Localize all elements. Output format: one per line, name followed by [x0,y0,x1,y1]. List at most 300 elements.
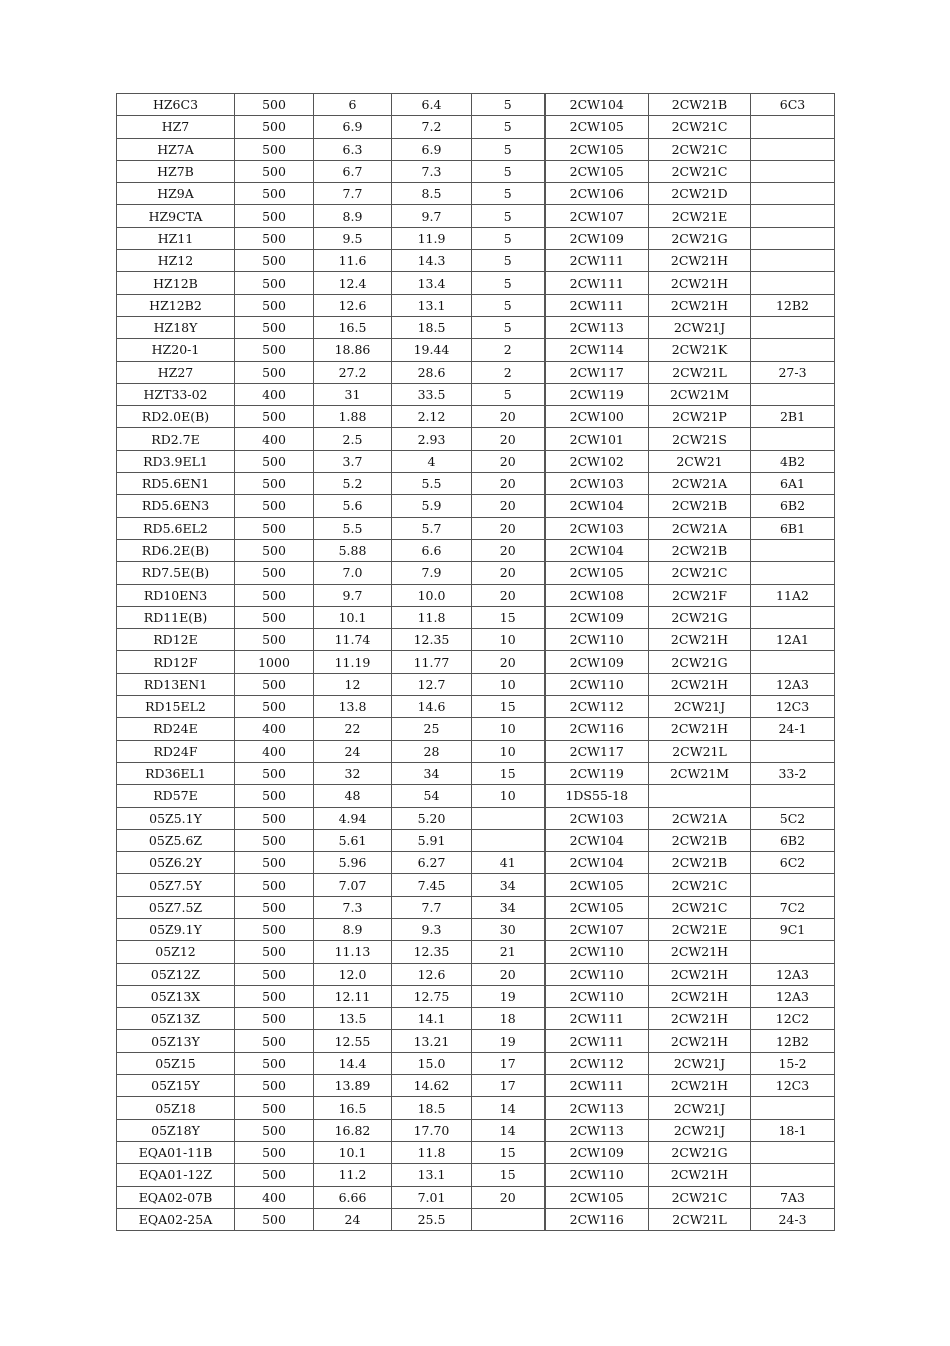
current-ma-cell: 5 [472,205,545,227]
equiv-2cw21-cell: 2CW21L [649,1208,751,1230]
vz-max-cell: 8.5 [392,183,472,205]
code-cell: 2B1 [751,406,835,428]
code-cell [751,874,835,896]
table-row [117,406,835,428]
vz-max-cell: 12.7 [392,673,472,695]
code-cell [751,205,835,227]
code-cell: 12A3 [751,985,835,1007]
vz-max-cell: 13.1 [392,294,472,316]
equiv-2cw21-cell: 2CW21B [649,829,751,851]
equiv-2cw21-cell: 2CW21B [649,539,751,561]
model-cell: RD15EL2 [117,696,235,718]
vz-max-cell: 11.9 [392,227,472,249]
model-cell: 05Z6.2Y [117,852,235,874]
table-row [117,1164,835,1186]
table-row [117,629,835,651]
model-cell: 05Z5.1Y [117,807,235,829]
code-cell: 6B1 [751,517,835,539]
vz-min-cell: 11.74 [314,629,392,651]
table-row [117,473,835,495]
equiv-2cw-cell: 2CW109 [545,227,649,249]
equiv-2cw21-cell: 2CW21J [649,696,751,718]
power-mw-cell: 500 [235,1030,314,1052]
vz-min-cell: 11.6 [314,250,392,272]
code-cell: 6B2 [751,495,835,517]
model-cell: RD24F [117,740,235,762]
vz-max-cell: 10.0 [392,584,472,606]
equiv-2cw-cell: 2CW117 [545,361,649,383]
current-ma-cell: 21 [472,941,545,963]
current-ma-cell: 10 [472,740,545,762]
code-cell [751,1164,835,1186]
current-ma-cell: 20 [472,584,545,606]
equiv-2cw21-cell: 2CW21M [649,762,751,784]
vz-max-cell: 34 [392,762,472,784]
vz-max-cell: 33.5 [392,383,472,405]
equiv-2cw-cell: 2CW113 [545,1097,649,1119]
current-ma-cell: 34 [472,874,545,896]
vz-min-cell: 9.7 [314,584,392,606]
current-ma-cell: 20 [472,428,545,450]
power-mw-cell: 500 [235,696,314,718]
equiv-2cw21-cell: 2CW21 [649,450,751,472]
vz-max-cell: 14.1 [392,1008,472,1030]
table-row [117,785,835,807]
table-row [117,941,835,963]
power-mw-cell: 500 [235,1052,314,1074]
vz-max-cell: 5.20 [392,807,472,829]
power-mw-cell: 500 [235,450,314,472]
power-mw-cell: 500 [235,874,314,896]
equiv-2cw21-cell: 2CW21A [649,517,751,539]
code-cell: 24-1 [751,718,835,740]
model-cell: 05Z7.5Z [117,896,235,918]
model-cell: RD5.6EL2 [117,517,235,539]
model-cell: 05Z13Z [117,1008,235,1030]
equiv-2cw21-cell: 2CW21C [649,1186,751,1208]
model-cell: EQA02-25A [117,1208,235,1230]
current-ma-cell: 20 [472,562,545,584]
power-mw-cell: 500 [235,406,314,428]
vz-max-cell: 7.3 [392,160,472,182]
power-mw-cell: 500 [235,807,314,829]
equiv-2cw-cell: 2CW103 [545,807,649,829]
vz-max-cell: 25 [392,718,472,740]
vz-max-cell: 28 [392,740,472,762]
current-ma-cell: 20 [472,517,545,539]
power-mw-cell: 500 [235,183,314,205]
current-ma-cell: 5 [472,94,545,116]
vz-min-cell: 12.11 [314,985,392,1007]
vz-max-cell: 15.0 [392,1052,472,1074]
vz-min-cell: 6.66 [314,1186,392,1208]
model-cell: 05Z12Z [117,963,235,985]
current-ma-cell: 2 [472,361,545,383]
current-ma-cell: 5 [472,316,545,338]
current-ma-cell: 20 [472,963,545,985]
power-mw-cell: 500 [235,896,314,918]
vz-min-cell: 4.94 [314,807,392,829]
model-cell: EQA02-07B [117,1186,235,1208]
equiv-2cw-cell: 2CW104 [545,495,649,517]
current-ma-cell: 20 [472,1186,545,1208]
power-mw-cell: 500 [235,316,314,338]
vz-min-cell: 16.5 [314,316,392,338]
model-cell: HZ7A [117,138,235,160]
equiv-2cw21-cell: 2CW21C [649,160,751,182]
table-row [117,829,835,851]
table-row [117,294,835,316]
model-cell: RD24E [117,718,235,740]
current-ma-cell: 19 [472,1030,545,1052]
model-cell: 05Z13X [117,985,235,1007]
table-row [117,1030,835,1052]
model-cell: HZ12B2 [117,294,235,316]
vz-max-cell: 11.8 [392,1141,472,1163]
current-ma-cell: 20 [472,539,545,561]
vz-min-cell: 24 [314,740,392,762]
code-cell: 12B2 [751,1030,835,1052]
table-row [117,896,835,918]
equiv-2cw21-cell: 2CW21H [649,673,751,695]
model-cell: RD2.0E(B) [117,406,235,428]
model-cell: RD12F [117,651,235,673]
vz-max-cell: 17.70 [392,1119,472,1141]
power-mw-cell: 500 [235,294,314,316]
code-cell: 12A1 [751,629,835,651]
equiv-2cw-cell: 2CW111 [545,250,649,272]
current-ma-cell: 41 [472,852,545,874]
current-ma-cell: 5 [472,227,545,249]
vz-max-cell: 54 [392,785,472,807]
current-ma-cell: 20 [472,495,545,517]
equiv-2cw21-cell: 2CW21H [649,250,751,272]
model-cell: RD10EN3 [117,584,235,606]
equiv-2cw-cell: 2CW112 [545,696,649,718]
vz-min-cell: 6 [314,94,392,116]
model-cell: HZ11 [117,227,235,249]
power-mw-cell: 500 [235,94,314,116]
equiv-2cw21-cell: 2CW21G [649,606,751,628]
current-ma-cell: 10 [472,718,545,740]
vz-min-cell: 8.9 [314,918,392,940]
model-cell: 05Z18 [117,1097,235,1119]
equiv-2cw-cell: 2CW119 [545,762,649,784]
current-ma-cell: 2 [472,339,545,361]
vz-max-cell: 4 [392,450,472,472]
equiv-2cw21-cell: 2CW21L [649,361,751,383]
power-mw-cell: 500 [235,852,314,874]
vz-min-cell: 10.1 [314,606,392,628]
vz-min-cell: 22 [314,718,392,740]
code-cell [751,272,835,294]
vz-max-cell: 6.6 [392,539,472,561]
vz-max-cell: 13.4 [392,272,472,294]
current-ma-cell: 15 [472,1164,545,1186]
code-cell [751,428,835,450]
code-cell: 9C1 [751,918,835,940]
current-ma-cell: 10 [472,785,545,807]
code-cell: 12A3 [751,673,835,695]
vz-max-cell: 2.12 [392,406,472,428]
equiv-2cw21-cell: 2CW21B [649,852,751,874]
code-cell: 27-3 [751,361,835,383]
table-row [117,651,835,673]
vz-min-cell: 3.7 [314,450,392,472]
power-mw-cell: 400 [235,383,314,405]
table-row [117,495,835,517]
equiv-2cw-cell: 2CW103 [545,473,649,495]
equiv-2cw21-cell: 2CW21H [649,1075,751,1097]
table-row [117,740,835,762]
vz-min-cell: 12.55 [314,1030,392,1052]
model-cell: 05Z15Y [117,1075,235,1097]
equiv-2cw-cell: 2CW110 [545,629,649,651]
vz-max-cell: 13.1 [392,1164,472,1186]
equiv-2cw-cell: 2CW107 [545,205,649,227]
table-row [117,584,835,606]
vz-max-cell: 7.9 [392,562,472,584]
equiv-2cw-cell: 2CW105 [545,896,649,918]
equiv-2cw21-cell: 2CW21C [649,138,751,160]
current-ma-cell [472,807,545,829]
code-cell: 6C3 [751,94,835,116]
current-ma-cell: 15 [472,606,545,628]
code-cell: 6B2 [751,829,835,851]
vz-min-cell: 16.5 [314,1097,392,1119]
code-cell [751,227,835,249]
equiv-2cw21-cell: 2CW21C [649,116,751,138]
model-cell: RD5.6EN1 [117,473,235,495]
vz-max-cell: 7.7 [392,896,472,918]
vz-min-cell: 1.88 [314,406,392,428]
model-cell: HZ18Y [117,316,235,338]
power-mw-cell: 400 [235,428,314,450]
power-mw-cell: 500 [235,1097,314,1119]
power-mw-cell: 400 [235,718,314,740]
vz-min-cell: 5.61 [314,829,392,851]
vz-min-cell: 13.89 [314,1075,392,1097]
table-row [117,183,835,205]
model-cell: HZT33-02 [117,383,235,405]
code-cell: 33-2 [751,762,835,784]
equiv-2cw21-cell: 2CW21K [649,339,751,361]
equiv-2cw-cell: 2CW110 [545,941,649,963]
table-row [117,160,835,182]
current-ma-cell: 15 [472,762,545,784]
current-ma-cell: 15 [472,696,545,718]
power-mw-cell: 500 [235,785,314,807]
current-ma-cell [472,829,545,851]
table-row [117,361,835,383]
equiv-2cw-cell: 1DS55-18 [545,785,649,807]
vz-min-cell: 16.82 [314,1119,392,1141]
table-row [117,696,835,718]
current-ma-cell [472,1208,545,1230]
equiv-2cw21-cell: 2CW21J [649,316,751,338]
vz-min-cell: 5.2 [314,473,392,495]
current-ma-cell: 5 [472,294,545,316]
power-mw-cell: 500 [235,985,314,1007]
vz-min-cell: 18.86 [314,339,392,361]
current-ma-cell: 14 [472,1119,545,1141]
vz-min-cell: 5.5 [314,517,392,539]
equiv-2cw21-cell: 2CW21D [649,183,751,205]
current-ma-cell: 20 [472,473,545,495]
table-row [117,1008,835,1030]
equiv-2cw-cell: 2CW117 [545,740,649,762]
model-cell: 05Z5.6Z [117,829,235,851]
vz-min-cell: 12 [314,673,392,695]
table-row [117,94,835,116]
table-row [117,316,835,338]
code-cell: 6C2 [751,852,835,874]
table-row [117,718,835,740]
vz-min-cell: 12.0 [314,963,392,985]
vz-min-cell: 7.7 [314,183,392,205]
model-cell: HZ6C3 [117,94,235,116]
power-mw-cell: 500 [235,941,314,963]
equiv-2cw21-cell: 2CW21S [649,428,751,450]
equiv-2cw-cell: 2CW116 [545,1208,649,1230]
current-ma-cell: 5 [472,272,545,294]
model-cell: 05Z18Y [117,1119,235,1141]
table-row [117,1141,835,1163]
vz-min-cell: 6.3 [314,138,392,160]
table-row [117,205,835,227]
table-row [117,874,835,896]
power-mw-cell: 500 [235,138,314,160]
equiv-2cw-cell: 2CW110 [545,1164,649,1186]
current-ma-cell: 20 [472,651,545,673]
equiv-2cw21-cell: 2CW21C [649,896,751,918]
code-cell: 15-2 [751,1052,835,1074]
equiv-2cw21-cell: 2CW21H [649,272,751,294]
code-cell [751,116,835,138]
vz-min-cell: 13.8 [314,696,392,718]
code-cell: 12B2 [751,294,835,316]
equiv-2cw21-cell: 2CW21H [649,1008,751,1030]
vz-min-cell: 5.6 [314,495,392,517]
code-cell: 4B2 [751,450,835,472]
equiv-2cw-cell: 2CW100 [545,406,649,428]
table-row [117,606,835,628]
power-mw-cell: 500 [235,584,314,606]
current-ma-cell: 30 [472,918,545,940]
vz-max-cell: 11.77 [392,651,472,673]
current-ma-cell: 17 [472,1052,545,1074]
code-cell [751,183,835,205]
model-cell: RD6.2E(B) [117,539,235,561]
table-row [117,138,835,160]
equiv-2cw-cell: 2CW102 [545,450,649,472]
equiv-2cw21-cell: 2CW21C [649,562,751,584]
vz-min-cell: 9.5 [314,227,392,249]
table-row [117,250,835,272]
equiv-2cw21-cell: 2CW21J [649,1097,751,1119]
power-mw-cell: 1000 [235,651,314,673]
model-cell: RD7.5E(B) [117,562,235,584]
table-row [117,852,835,874]
equiv-2cw-cell: 2CW111 [545,1075,649,1097]
code-cell [751,651,835,673]
equiv-2cw-cell: 2CW104 [545,94,649,116]
power-mw-cell: 500 [235,227,314,249]
table-row [117,1075,835,1097]
vz-min-cell: 13.5 [314,1008,392,1030]
code-cell [751,941,835,963]
model-cell: 05Z12 [117,941,235,963]
power-mw-cell: 500 [235,272,314,294]
vz-min-cell: 31 [314,383,392,405]
model-cell: HZ7 [117,116,235,138]
equiv-2cw-cell: 2CW113 [545,316,649,338]
current-ma-cell: 5 [472,160,545,182]
vz-max-cell: 6.4 [392,94,472,116]
equiv-2cw21-cell: 2CW21E [649,205,751,227]
model-cell: HZ12 [117,250,235,272]
code-cell: 18-1 [751,1119,835,1141]
equiv-2cw-cell: 2CW105 [545,562,649,584]
model-cell: HZ12B [117,272,235,294]
table-row [117,985,835,1007]
vz-max-cell: 14.62 [392,1075,472,1097]
vz-min-cell: 7.3 [314,896,392,918]
table-row [117,450,835,472]
vz-max-cell: 6.9 [392,138,472,160]
power-mw-cell: 500 [235,495,314,517]
vz-max-cell: 2.93 [392,428,472,450]
current-ma-cell: 15 [472,1141,545,1163]
equiv-2cw-cell: 2CW109 [545,1141,649,1163]
vz-min-cell: 5.88 [314,539,392,561]
equiv-2cw-cell: 2CW111 [545,1008,649,1030]
vz-min-cell: 12.4 [314,272,392,294]
equiv-2cw21-cell: 2CW21C [649,874,751,896]
equiv-2cw-cell: 2CW111 [545,272,649,294]
model-cell: EQA01-12Z [117,1164,235,1186]
model-cell: HZ9CTA [117,205,235,227]
equiv-2cw21-cell [649,785,751,807]
equiv-2cw21-cell: 2CW21J [649,1119,751,1141]
equiv-2cw21-cell: 2CW21H [649,963,751,985]
equiv-2cw21-cell: 2CW21H [649,985,751,1007]
equiv-2cw-cell: 2CW105 [545,138,649,160]
code-cell [751,1097,835,1119]
equiv-2cw21-cell: 2CW21B [649,495,751,517]
equiv-2cw-cell: 2CW108 [545,584,649,606]
current-ma-cell: 18 [472,1008,545,1030]
vz-max-cell: 5.7 [392,517,472,539]
vz-min-cell: 12.6 [314,294,392,316]
vz-min-cell: 5.96 [314,852,392,874]
power-mw-cell: 500 [235,1075,314,1097]
model-cell: RD13EN1 [117,673,235,695]
equiv-2cw-cell: 2CW110 [545,963,649,985]
vz-min-cell: 7.07 [314,874,392,896]
vz-max-cell: 5.91 [392,829,472,851]
vz-min-cell: 11.13 [314,941,392,963]
current-ma-cell: 5 [472,116,545,138]
code-cell: 12C3 [751,1075,835,1097]
code-cell: 7C2 [751,896,835,918]
vz-max-cell: 25.5 [392,1208,472,1230]
vz-min-cell: 27.2 [314,361,392,383]
current-ma-cell: 19 [472,985,545,1007]
vz-max-cell: 5.5 [392,473,472,495]
code-cell: 24-3 [751,1208,835,1230]
vz-min-cell: 11.2 [314,1164,392,1186]
